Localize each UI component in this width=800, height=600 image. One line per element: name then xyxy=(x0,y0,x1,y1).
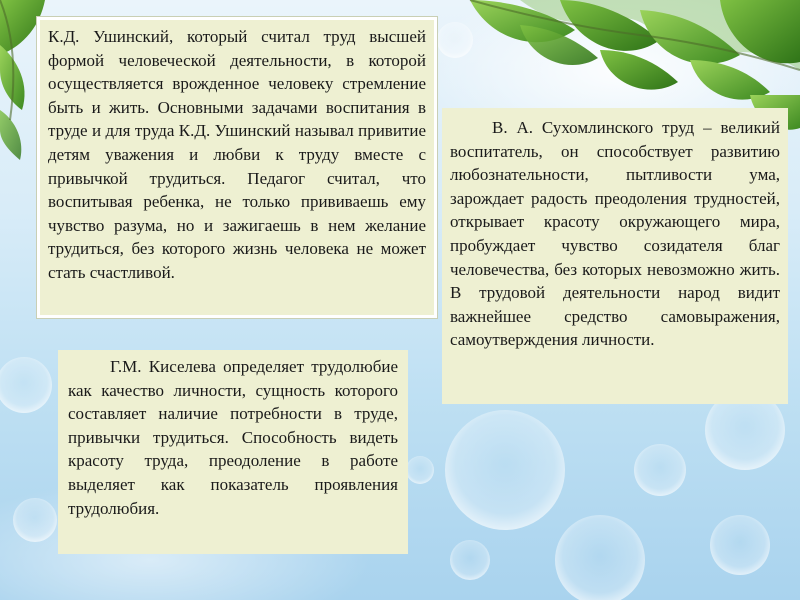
ushinsky-quote-text: К.Д. Ушинский, который считал труд высшей формой человеческой деятельности, в которой осуществляется врожденное человеку стремление быть и жить. Основными задачами воспитания в труде и для труда К.Д. Ушинский называл привитие детям уважения и любви к труду вместе с привычкой трудиться. Педагог считал, что воспитывая ребенка, не только прививаешь ему чувство разума, но и зажигаешь в нем желание трудиться, без которого жизнь человека не может стать счастливой. xyxy=(48,27,426,282)
ushinsky-quote-panel xyxy=(37,17,437,318)
kiseleva-quote-panel xyxy=(58,350,408,554)
sukhomlinsky-quote-panel xyxy=(442,108,788,404)
kiseleva-quote-text: Г.М. Киселева определяет трудолюбие как качество личности, сущность которого составляет наличие потребности в труде, привычки трудиться. Способность видеть красоту труда, преодоление в работе выделяет как показатель проявления трудолюбия. xyxy=(68,357,398,518)
sukhomlinsky-quote-text: В. А. Сухомлинского труд – великий воспитатель, он способствует развитию любознательности, пытливости ума, зарождает радость преодоления трудностей, открывает красоту окружающего мира, пробуждает чувство созидателя благ человечества, без которых невозможно жить. В трудовой деятельности народ видит важнейшее средство самовыражения, самоутверждения личности. xyxy=(450,118,780,350)
